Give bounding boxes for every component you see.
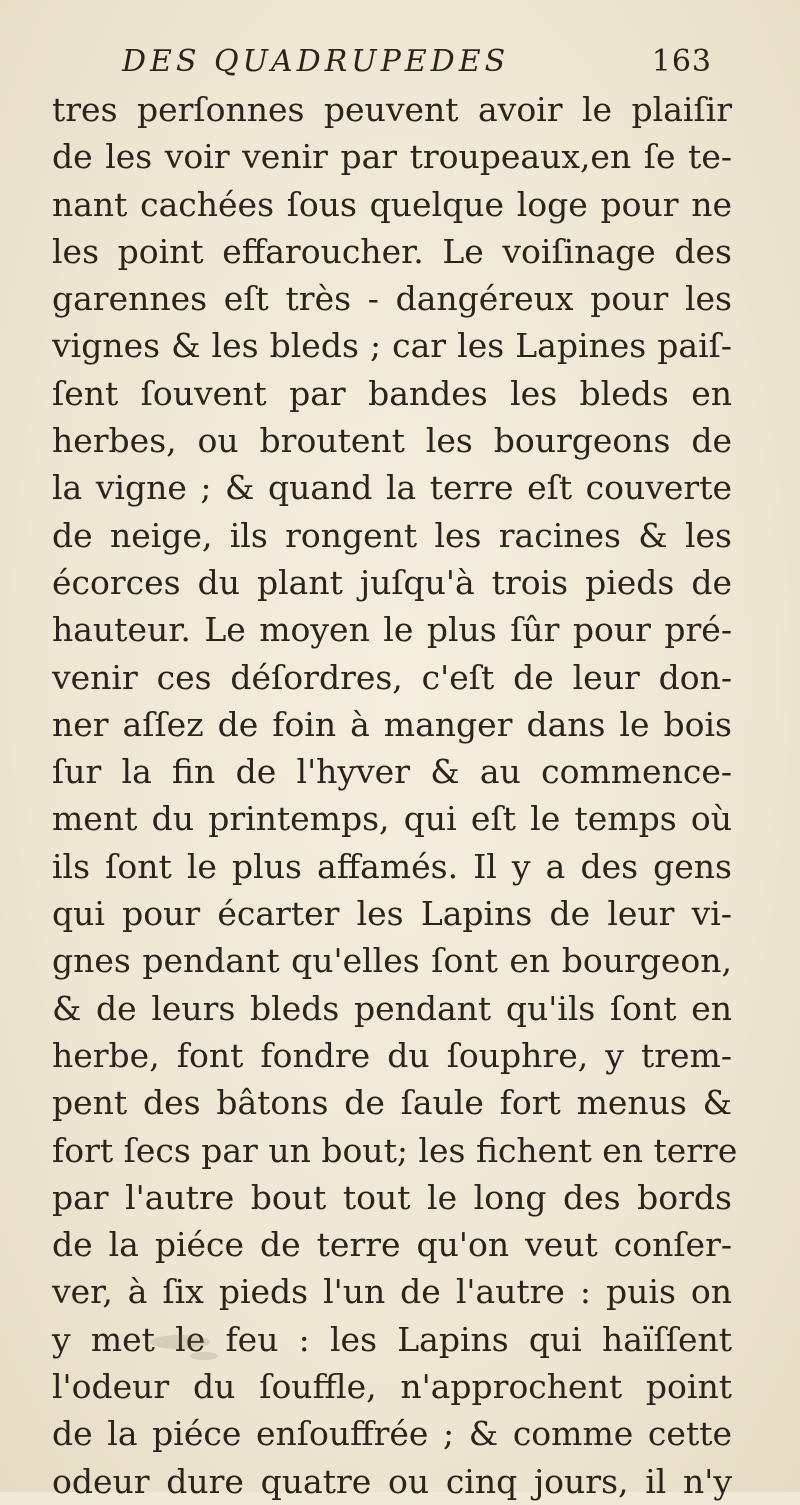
text-line: de neige, ils rongent les racines & les [52,515,732,555]
text-line: ils ſont le plus affamés. Il y a des gens [52,846,732,886]
text-line: gnes pendant qu'elles ſont en bourgeon, [52,941,732,981]
text-line: fort ſecs par un bout; les fichent en terre [52,1130,738,1170]
running-head-title: DES QUADRUPEDES [122,44,510,79]
text-line: venir ces déſordres, c'eſt de leur don- [52,657,732,697]
text-line: par l'autre bout tout le long des bords [52,1177,732,1217]
text-line: ſent ſouvent par bandes les bleds en [52,373,732,413]
text-line: ment du printemps, qui eſt le temps où [52,799,732,839]
body-text [52,86,738,1505]
text-line: les point effaroucher. Le voiſinage des [52,231,732,271]
text-line: odeur dure quatre ou cinq jours, il n'y [52,1461,732,1501]
paper-blemish [150,1335,210,1349]
text-line: ver, à ſix pieds l'un de l'autre : puis on [52,1272,732,1312]
text-line: qui pour écarter les Lapins de leur vi- [52,894,732,934]
paper-blemish [190,1352,218,1360]
text-line: de la piéce de terre qu'on veut conſer- [52,1225,732,1265]
text-line: tres perſonnes peuvent avoir le plaiſir [52,90,732,129]
text-line: y met le feu : les Lapins qui haïſſent [52,1319,732,1359]
text-line: pent des bâtons de ſaule fort menus & [52,1083,732,1123]
text-line: de les voir venir par troupeaux,en ſe te- [52,137,732,177]
text-line: herbes, ou broutent les bourgeons de [52,421,732,461]
text-line: hauteur. Le moyen le plus ſûr pour pré- [52,610,732,650]
text-line: ner aſſez de foin à manger dans le bois [52,704,732,744]
page-number: 163 [651,44,712,79]
text-line: & de leurs bleds pendant qu'ils ſont en [52,988,732,1028]
text-line: ſur la fin de l'hyver & au commence- [52,752,732,792]
text-line: l'odeur du ſouffle, n'approchent point [52,1367,732,1407]
text-line: la vigne ; & quand la terre eſt couverte [52,468,732,508]
text-line: herbe, font fondre du ſouphre, y trem- [52,1035,732,1075]
running-head [122,44,712,84]
text-line: nant cachées ſous quelque loge pour ne [52,184,732,224]
text-line: écorces du plant juſqu'à trois pieds de [52,562,732,602]
text-line: garennes eſt très - dangéreux pour les [52,279,732,319]
text-line: de la piéce enſouffrée ; & comme cette [52,1414,732,1454]
text-line: vignes & les bleds ; car les Lapines paiſ- [52,326,732,366]
